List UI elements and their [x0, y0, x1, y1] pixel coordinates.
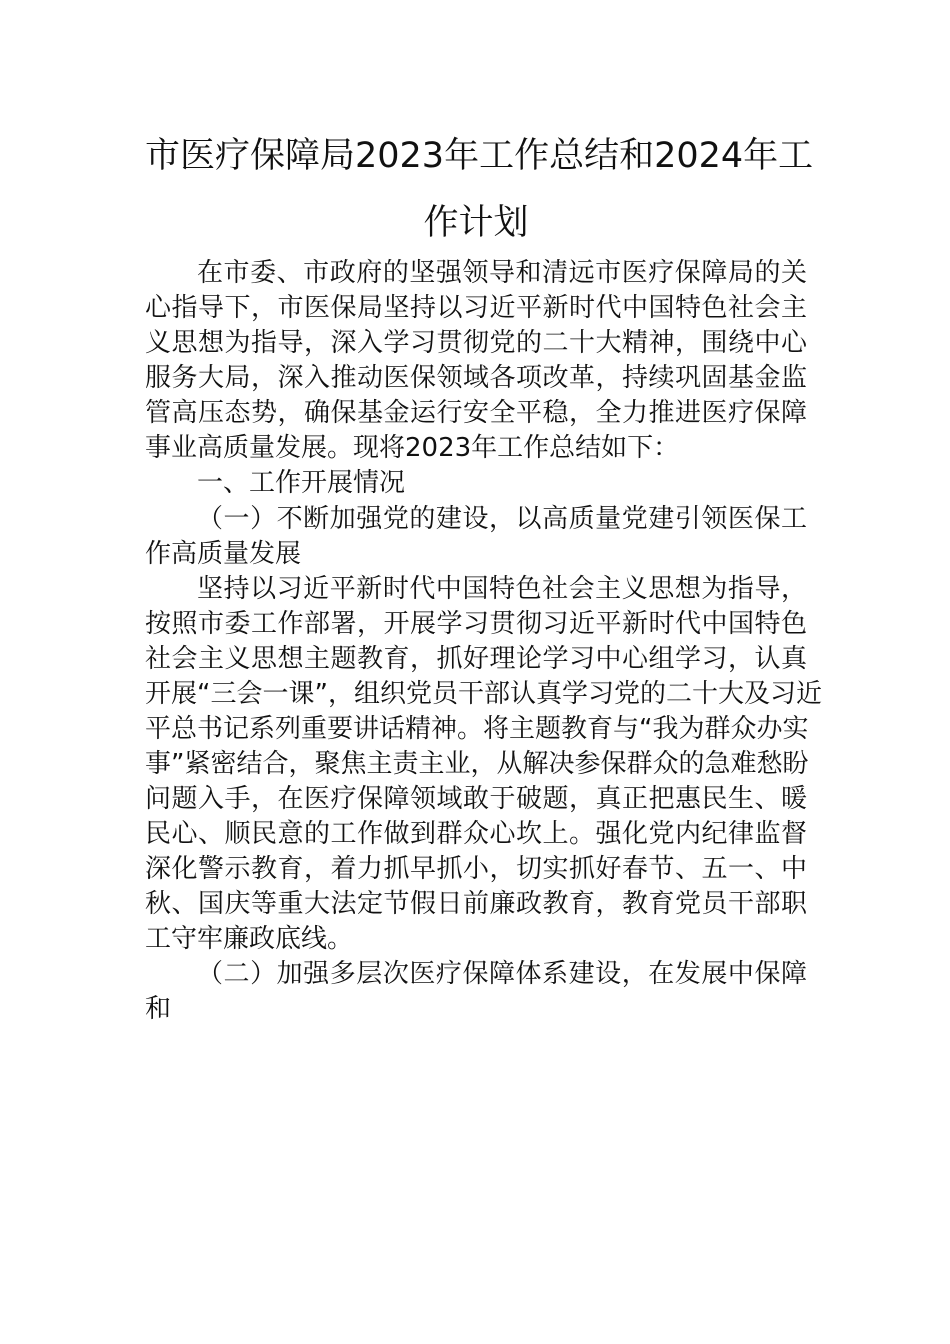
- paragraph-line: 按照市委工作部署，开展学习贯彻习近平新时代中国特色: [145, 609, 807, 639]
- section-heading: 一、工作开展情况: [197, 468, 406, 498]
- paragraph-line: 问题入手，在医疗保障领域敢于破题，真正把惠民生、暖: [145, 784, 807, 814]
- subsection-heading: 作高质量发展: [145, 539, 302, 569]
- paragraph-line: 管高压态势，确保基金运行安全平稳，全力推进医疗保障: [145, 398, 807, 428]
- paragraph-line: 事业高质量发展。现将2023年工作总结如下：: [145, 433, 680, 463]
- paragraph-line: 秋、国庆等重大法定节假日前廉政教育，教育党员干部职: [145, 889, 807, 919]
- paragraph-line: 义思想为指导，深入学习贯彻党的二十大精神，围绕中心: [145, 328, 807, 358]
- paragraph-line: 工守牢廉政底线。: [145, 924, 354, 954]
- paragraph-line: 服务大局，深入推动医保领域各项改革，持续巩固基金监: [145, 363, 807, 393]
- paragraph-line: 在市委、市政府的坚强领导和清远市医疗保障局的关: [197, 258, 807, 288]
- paragraph-line: 平总书记系列重要讲话精神。将主题教育与“我为群众办实: [145, 714, 809, 744]
- paragraph-line: 心指导下，市医保局坚持以习近平新时代中国特色社会主: [145, 293, 807, 323]
- document-title-line-2: 作计划: [423, 203, 529, 243]
- subsection-heading: （一）不断加强党的建设，以高质量党建引领医保工: [197, 504, 807, 534]
- paragraph-line: 深化警示教育，着力抓早抓小，切实抓好春节、五一、中: [145, 854, 807, 884]
- paragraph-line: 事”紧密结合，聚焦主责主业，从解决参保群众的急难愁盼: [145, 749, 809, 779]
- document-title-line-1: 市医疗保障局2023年工作总结和2024年工: [145, 136, 814, 176]
- paragraph-line: 民心、顺民意的工作做到群众心坎上。强化党内纪律监督: [145, 819, 807, 849]
- subsection-heading: 和: [145, 994, 172, 1024]
- paragraph-line: 开展“三会一课”，组织党员干部认真学习党的二十大及习近: [145, 679, 822, 709]
- paragraph-line: 坚持以习近平新时代中国特色社会主义思想为指导，: [197, 574, 807, 604]
- paragraph-line: 社会主义思想主题教育，抓好理论学习中心组学习，认真: [145, 644, 807, 674]
- subsection-heading: （二）加强多层次医疗保障体系建设，在发展中保障: [197, 959, 807, 989]
